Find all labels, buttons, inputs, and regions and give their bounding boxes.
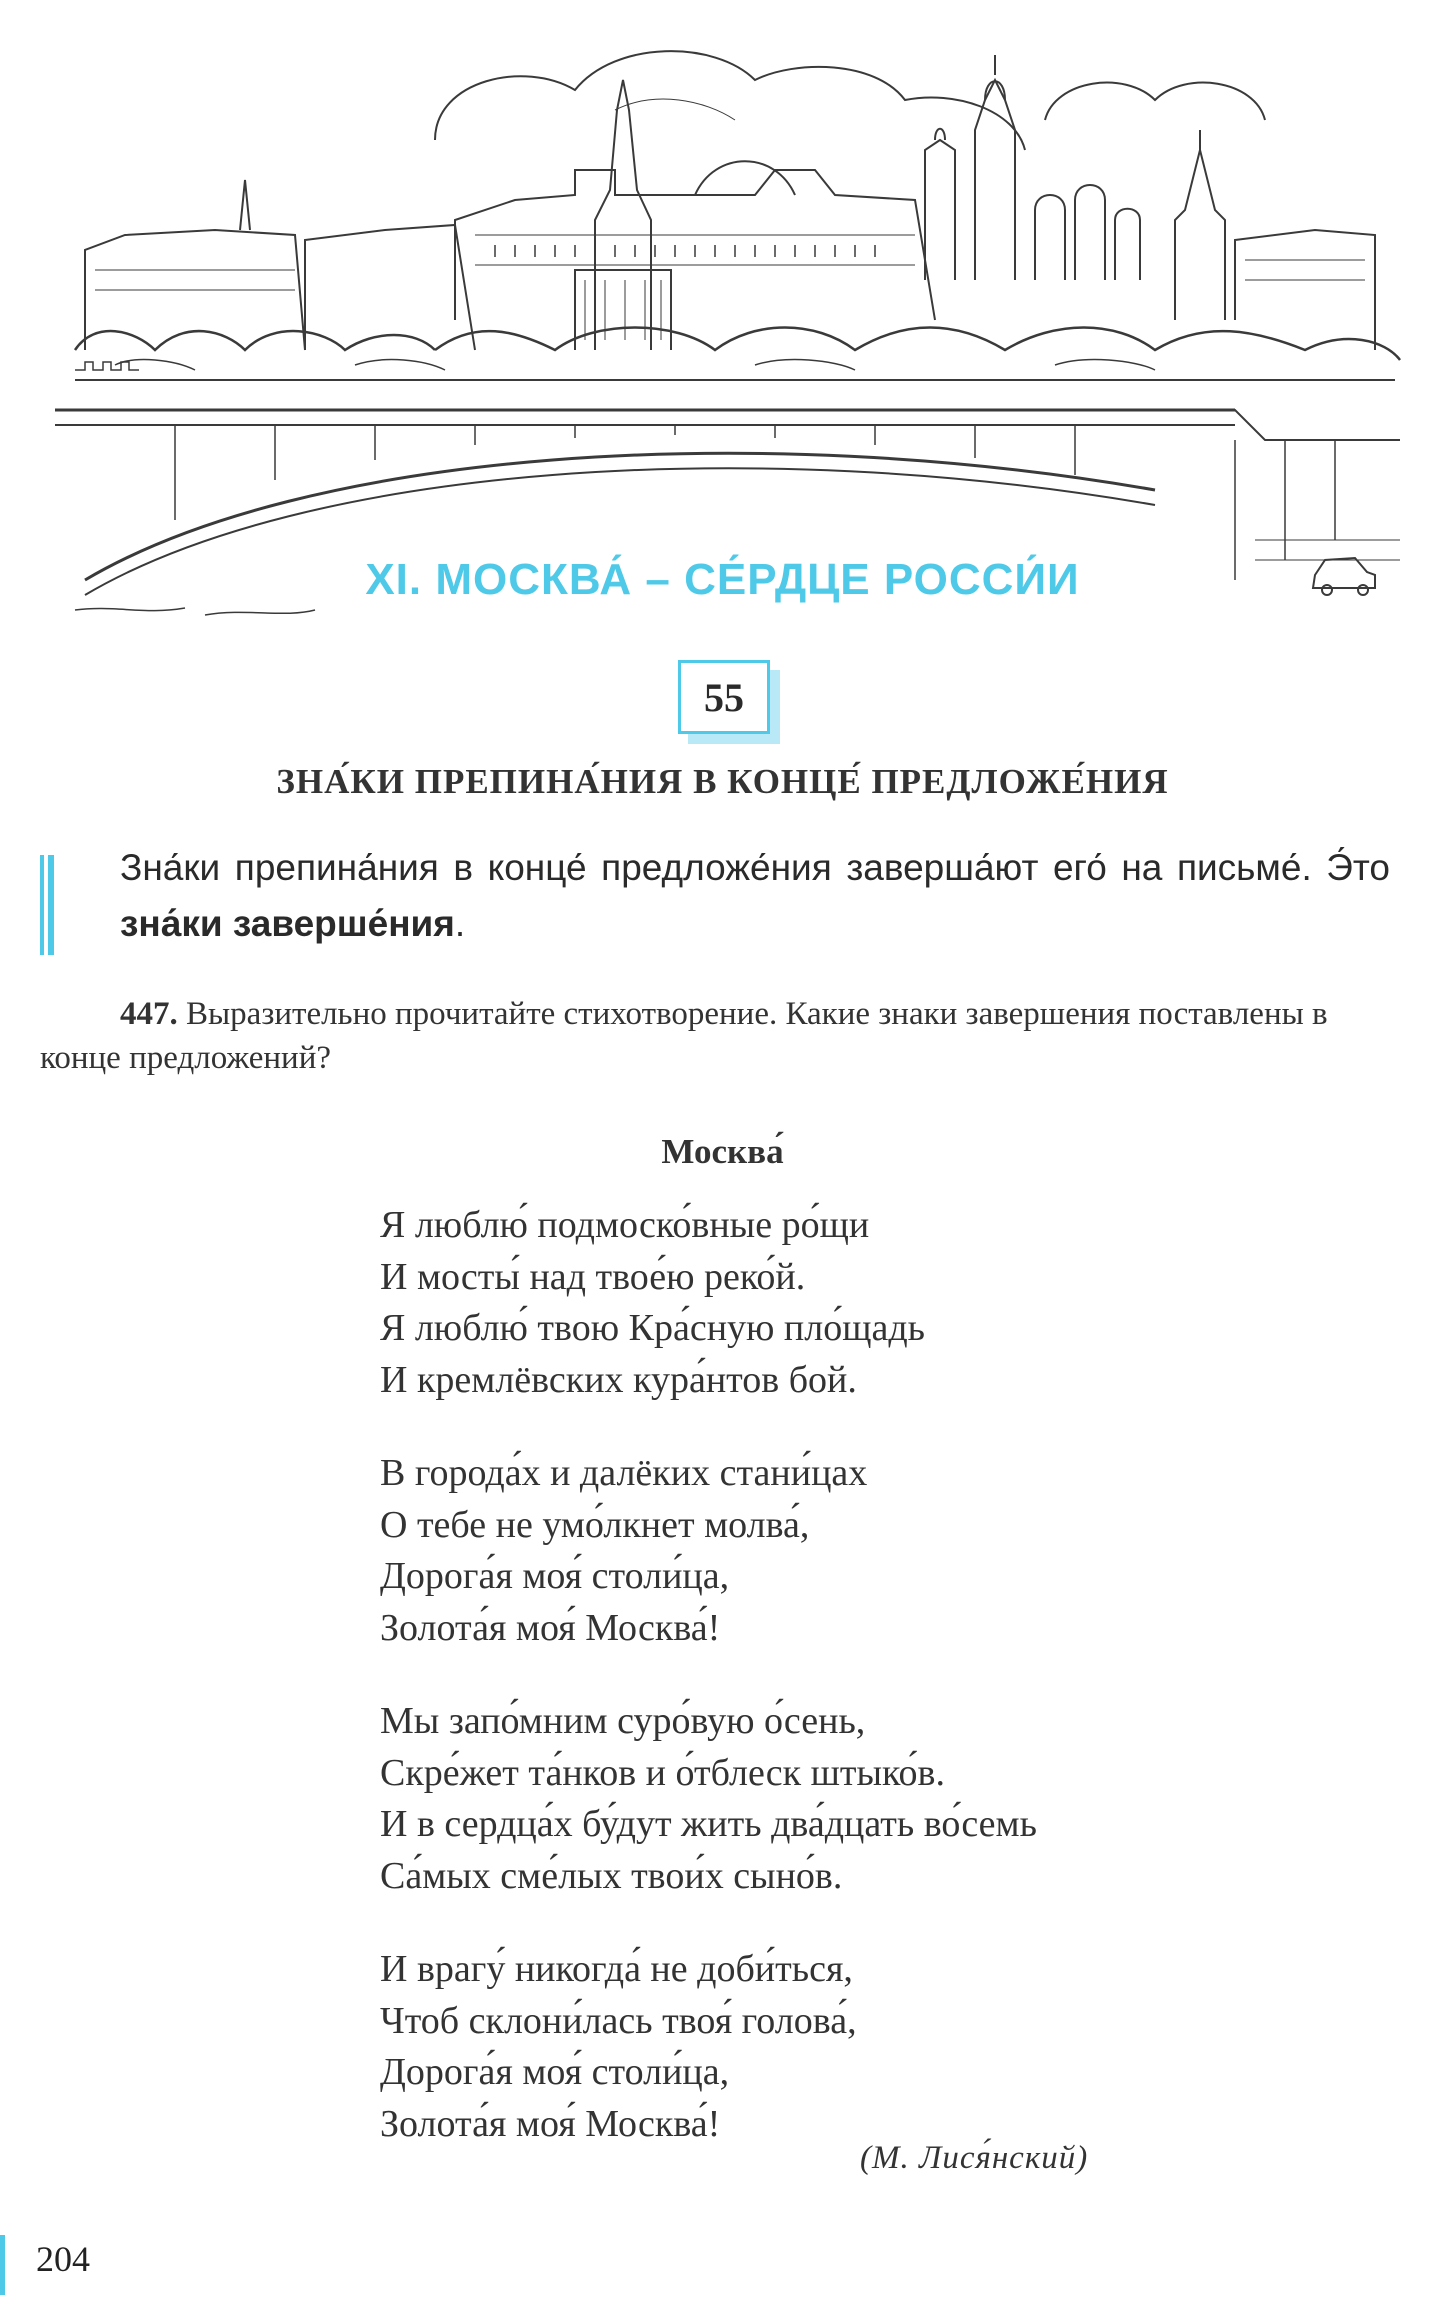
kremlin-illustration (55, 20, 1405, 620)
rule-bold-term: зна́ки заверше́ния (120, 903, 455, 944)
poem-line: В города́х и далёких стани́цах (380, 1452, 868, 1494)
poem-line: Са́мых сме́лых твои́х сыно́в. (380, 1854, 843, 1897)
exercise-447 (40, 992, 1390, 1080)
stanza (380, 1200, 1280, 1406)
lesson-number: 55 (678, 660, 770, 734)
poem-line: Я люблю́ подмоско́вные ро́щи (380, 1204, 870, 1246)
poem-line: Золота́я моя́ Москва́! (380, 1606, 721, 1649)
exercise-text: Выразительно прочитайте стихотворение. Какие знаки завершения поставлены в конце предложений? (40, 996, 1328, 1076)
poem-line: Дорога́я моя́ столи́ца, (380, 1555, 730, 1597)
poem-line: Мы запо́мним суро́вую о́сень, (380, 1700, 866, 1742)
stanza (380, 1696, 1280, 1902)
stanza (380, 1944, 1280, 2150)
rule-marker (40, 855, 54, 955)
poem-line: И кремлёвских кура́нтов бой. (380, 1358, 857, 1401)
poem-line: И мосты́ над твое́ю реко́й. (380, 1255, 806, 1298)
poem-line: Золота́я моя́ Москва́! (380, 2102, 721, 2145)
exercise-number: 447. (120, 996, 178, 1032)
poem-line: Чтоб склони́лась твоя́ голова́, (380, 1999, 857, 2042)
poem-author: (М. Лися́нский) (860, 2140, 1089, 2176)
poem (380, 1200, 1280, 2192)
rule-text-start: Зна́ки препина́ния в конце́ предложе́ния заверша́ют его́ на письме́. Э́то (120, 847, 1390, 888)
poem-line: Дорога́я моя́ столи́ца, (380, 2051, 730, 2093)
rule-text (120, 840, 1390, 952)
poem-line: О тебе не умо́лкнет молва́, (380, 1503, 810, 1546)
page-marker (0, 2235, 5, 2295)
poem-line: Я люблю́ твою Кра́сную пло́щадь (380, 1307, 926, 1349)
page-number: 204 (36, 2239, 90, 2279)
poem-line: Скре́жет та́нков и о́тблеск штыко́в. (380, 1751, 945, 1794)
poem-line: И в сердца́х бу́дут жить два́дцать во́семь (380, 1803, 1037, 1845)
poem-line: И врагу́ никогда́ не доби́ться, (380, 1948, 853, 1990)
stanza (380, 1448, 1280, 1654)
lesson-title: ЗНА́КИ ПРЕПИНА́НИЯ В КОНЦЕ́ ПРЕДЛОЖЕ́НИЯ (276, 762, 1169, 801)
rule-text-end: . (454, 903, 466, 944)
poem-title: Москва́ (661, 1132, 784, 1171)
chapter-title: XI. МОСКВА́ – СЕ́РДЦЕ РОССИ́И (365, 555, 1080, 604)
